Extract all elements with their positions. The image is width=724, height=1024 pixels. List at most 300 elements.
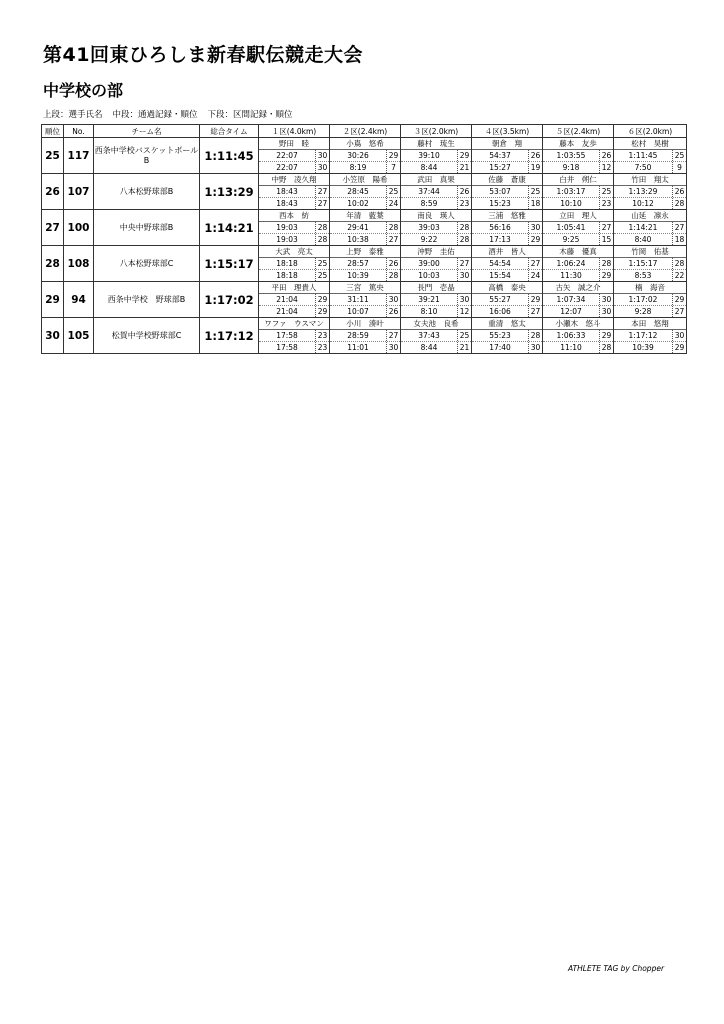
split-time: 11:01 (347, 343, 369, 352)
cumulative-rank: 27 (457, 258, 471, 269)
segment-cell (614, 282, 687, 318)
split-time: 7:50 (634, 163, 652, 172)
cumulative-time: 53:07 (489, 187, 511, 196)
cumulative-record (614, 222, 686, 234)
split-time: 18:43 (276, 199, 298, 208)
split-record (472, 306, 542, 317)
segment-cell (543, 318, 614, 354)
total-time-cell: 1:15:17 (200, 246, 259, 282)
cumulative-rank: 25 (457, 330, 471, 341)
runner-name: 朝倉 翔 (472, 138, 542, 150)
cumulative-rank: 25 (599, 186, 613, 197)
bib-number-cell: 108 (64, 246, 94, 282)
split-time: 10:03 (418, 271, 440, 280)
cumulative-rank: 25 (672, 150, 686, 161)
cumulative-time: 18:18 (276, 259, 298, 268)
segment-cell (259, 138, 330, 174)
team-name-cell: 八本松野球部B (94, 174, 200, 210)
header-segment-6: ６区(2.0km) (614, 125, 687, 138)
cumulative-record (472, 294, 542, 306)
table-row (42, 174, 687, 210)
split-record (401, 162, 471, 173)
runner-name: 佐藤 蒼康 (472, 174, 542, 186)
segment-cell (614, 318, 687, 354)
split-record (330, 162, 400, 173)
split-record (614, 270, 686, 281)
split-rank: 26 (386, 306, 400, 317)
split-rank: 7 (386, 162, 400, 173)
split-rank: 27 (315, 198, 329, 209)
cumulative-record (401, 294, 471, 306)
cumulative-record (472, 258, 542, 270)
split-rank: 28 (672, 198, 686, 209)
cumulative-time: 1:17:02 (628, 295, 658, 304)
runner-name: 南良 瑛人 (401, 210, 471, 222)
split-record (401, 234, 471, 245)
cumulative-record (330, 150, 400, 162)
split-rank: 30 (528, 342, 542, 353)
split-record (472, 234, 542, 245)
cumulative-time: 18:43 (276, 187, 298, 196)
cumulative-record (401, 186, 471, 198)
rank-cell: 30 (42, 318, 64, 354)
cumulative-rank: 30 (386, 294, 400, 305)
header-total: 総合タイム (200, 125, 259, 138)
segment-cell (330, 210, 401, 246)
segment-cell (472, 318, 543, 354)
legend-middle: 中段：通過記録・順位 (112, 110, 198, 120)
split-time: 9:18 (562, 163, 580, 172)
split-time: 10:39 (347, 271, 369, 280)
cumulative-rank: 28 (599, 258, 613, 269)
cumulative-time: 1:06:33 (556, 331, 586, 340)
split-time: 11:10 (560, 343, 582, 352)
cumulative-time: 39:03 (418, 223, 440, 232)
footer-credit: ATHLETE TAG by Chopper (568, 964, 665, 973)
rank-cell: 29 (42, 282, 64, 318)
split-rank: 12 (599, 162, 613, 173)
split-rank: 27 (386, 234, 400, 245)
segment-cell (330, 138, 401, 174)
split-rank: 30 (315, 162, 329, 173)
bib-number-cell: 105 (64, 318, 94, 354)
runner-name: 三宮 篤央 (330, 282, 400, 294)
runner-name: 小嶌 悠希 (330, 138, 400, 150)
split-rank: 23 (599, 198, 613, 209)
cumulative-rank: 28 (315, 222, 329, 233)
split-time: 10:38 (347, 235, 369, 244)
split-record (259, 270, 329, 281)
split-record (543, 342, 613, 353)
cumulative-record (543, 330, 613, 342)
cumulative-rank: 28 (528, 330, 542, 341)
runner-name: 酒井 皆人 (472, 246, 542, 258)
cumulative-record (330, 186, 400, 198)
split-record (614, 198, 686, 209)
cumulative-time: 1:14:21 (628, 223, 658, 232)
split-rank: 23 (315, 342, 329, 353)
bib-number-cell: 94 (64, 282, 94, 318)
segment-cell (472, 138, 543, 174)
cumulative-rank: 30 (599, 294, 613, 305)
split-rank: 15 (599, 234, 613, 245)
bib-number-cell: 100 (64, 210, 94, 246)
cumulative-record (614, 150, 686, 162)
runner-name: 松村 昊樹 (614, 138, 686, 150)
cumulative-record (472, 186, 542, 198)
split-record (330, 270, 400, 281)
split-record (543, 306, 613, 317)
split-time: 10:10 (560, 199, 582, 208)
segment-cell (259, 246, 330, 282)
team-name-cell: 西条中学校バスケットボールB (94, 138, 200, 174)
split-rank: 19 (528, 162, 542, 173)
split-time: 12:07 (560, 307, 582, 316)
section-title: 中学校の部 (43, 81, 124, 100)
cumulative-rank: 28 (386, 222, 400, 233)
split-rank: 22 (672, 270, 686, 281)
runner-name: 西本 紡 (259, 210, 329, 222)
split-record (401, 342, 471, 353)
segment-cell (472, 210, 543, 246)
header-row (42, 125, 687, 138)
split-record (259, 162, 329, 173)
cumulative-time: 39:10 (418, 151, 440, 160)
split-time: 22:07 (276, 163, 298, 172)
runner-name: 中野 凌久翔 (259, 174, 329, 186)
split-record (401, 270, 471, 281)
cumulative-record (259, 294, 329, 306)
runner-name: 小瀬木 悠斗 (543, 318, 613, 330)
segment-cell (543, 138, 614, 174)
total-time-cell: 1:11:45 (200, 138, 259, 174)
cumulative-rank: 26 (672, 186, 686, 197)
runner-name: 年清 藍葉 (330, 210, 400, 222)
split-rank: 18 (528, 198, 542, 209)
split-record (614, 234, 686, 245)
runner-name: 野田 睦 (259, 138, 329, 150)
cumulative-time: 39:00 (418, 259, 440, 268)
runner-name: 上野 泰雅 (330, 246, 400, 258)
cumulative-time: 39:21 (418, 295, 440, 304)
cumulative-time: 30:26 (347, 151, 369, 160)
split-record (401, 198, 471, 209)
cumulative-time: 1:17:12 (628, 331, 658, 340)
cumulative-time: 37:44 (418, 187, 440, 196)
legend-upper: 上段：選手氏名 (43, 110, 103, 120)
cumulative-time: 54:54 (489, 259, 511, 268)
cumulative-time: 1:15:17 (628, 259, 658, 268)
cumulative-record (614, 258, 686, 270)
split-time: 8:59 (420, 199, 438, 208)
split-time: 10:02 (347, 199, 369, 208)
runner-name: 竹田 翔太 (614, 174, 686, 186)
cumulative-time: 55:23 (489, 331, 511, 340)
split-time: 10:12 (632, 199, 654, 208)
cumulative-rank: 26 (599, 150, 613, 161)
cumulative-rank: 29 (386, 150, 400, 161)
runner-name: 山延 凛永 (614, 210, 686, 222)
split-record (614, 342, 686, 353)
cumulative-rank: 30 (528, 222, 542, 233)
split-time: 8:44 (420, 163, 438, 172)
segment-cell (614, 138, 687, 174)
team-name-cell: 西条中学校 野球部B (94, 282, 200, 318)
split-rank: 9 (672, 162, 686, 173)
cumulative-time: 21:04 (276, 295, 298, 304)
cumulative-time: 37:43 (418, 331, 440, 340)
runner-name: 平田 理貴人 (259, 282, 329, 294)
split-time: 15:54 (489, 271, 511, 280)
cumulative-time: 1:11:45 (628, 151, 658, 160)
cumulative-record (472, 150, 542, 162)
segment-cell (543, 210, 614, 246)
cumulative-record (543, 222, 613, 234)
total-time-cell: 1:17:12 (200, 318, 259, 354)
segment-cell (614, 174, 687, 210)
header-num: No. (64, 125, 94, 138)
runner-name: 長門 壱晶 (401, 282, 471, 294)
split-rank: 30 (457, 270, 471, 281)
runner-name: 高橋 泰央 (472, 282, 542, 294)
cumulative-time: 56:16 (489, 223, 511, 232)
cumulative-time: 1:13:29 (628, 187, 658, 196)
cumulative-rank: 26 (457, 186, 471, 197)
total-time-cell: 1:13:29 (200, 174, 259, 210)
cumulative-time: 28:59 (347, 331, 369, 340)
rank-cell: 25 (42, 138, 64, 174)
split-rank: 28 (599, 342, 613, 353)
cumulative-rank: 30 (672, 330, 686, 341)
cumulative-time: 1:03:17 (556, 187, 586, 196)
header-segment-2: ２区(2.4km) (330, 125, 401, 138)
cumulative-record (614, 186, 686, 198)
cumulative-rank: 25 (528, 186, 542, 197)
cumulative-time: 29:41 (347, 223, 369, 232)
runner-name: 白井 朔仁 (543, 174, 613, 186)
segment-cell (259, 174, 330, 210)
segment-cell (472, 246, 543, 282)
split-record (472, 342, 542, 353)
cumulative-time: 54:37 (489, 151, 511, 160)
split-rank: 27 (528, 306, 542, 317)
split-rank: 12 (457, 306, 471, 317)
segment-cell (401, 246, 472, 282)
split-rank: 28 (315, 234, 329, 245)
split-record (330, 234, 400, 245)
cumulative-record (330, 222, 400, 234)
runner-name: 本田 悠翔 (614, 318, 686, 330)
split-time: 10:07 (347, 307, 369, 316)
segment-cell (259, 210, 330, 246)
table-row (42, 210, 687, 246)
runner-name: 小川 湊叶 (330, 318, 400, 330)
split-record (472, 162, 542, 173)
segment-cell (401, 210, 472, 246)
split-rank: 21 (457, 342, 471, 353)
split-rank: 29 (672, 342, 686, 353)
split-time: 11:30 (560, 271, 582, 280)
cumulative-time: 28:45 (347, 187, 369, 196)
split-record (614, 306, 686, 317)
cumulative-time: 31:11 (347, 295, 369, 304)
split-record (401, 306, 471, 317)
split-time: 9:25 (562, 235, 580, 244)
header-segment-1: １区(4.0km) (259, 125, 330, 138)
cumulative-rank: 26 (386, 258, 400, 269)
cumulative-record (543, 186, 613, 198)
split-record (543, 234, 613, 245)
cumulative-time: 1:03:55 (556, 151, 586, 160)
cumulative-rank: 28 (672, 258, 686, 269)
split-time: 10:39 (632, 343, 654, 352)
split-rank: 30 (599, 306, 613, 317)
split-rank: 25 (315, 270, 329, 281)
cumulative-rank: 29 (599, 330, 613, 341)
split-rank: 28 (386, 270, 400, 281)
cumulative-record (330, 330, 400, 342)
cumulative-rank: 27 (599, 222, 613, 233)
cumulative-record (472, 222, 542, 234)
segment-cell (330, 282, 401, 318)
split-record (472, 270, 542, 281)
cumulative-rank: 30 (457, 294, 471, 305)
cumulative-rank: 27 (528, 258, 542, 269)
team-name-cell: 八本松野球部C (94, 246, 200, 282)
legend-lower: 下段：区間記録・順位 (207, 110, 293, 120)
cumulative-record (330, 258, 400, 270)
cumulative-rank: 25 (386, 186, 400, 197)
cumulative-record (401, 330, 471, 342)
split-rank: 28 (457, 234, 471, 245)
split-record (330, 342, 400, 353)
cumulative-record (259, 330, 329, 342)
runner-name: 沖野 圭佑 (401, 246, 471, 258)
runner-name: 藤村 琉生 (401, 138, 471, 150)
cumulative-record (259, 150, 329, 162)
table-row (42, 246, 687, 282)
cumulative-record (543, 150, 613, 162)
split-time: 8:44 (420, 343, 438, 352)
table-row (42, 138, 687, 174)
cumulative-time: 22:07 (276, 151, 298, 160)
cumulative-record (330, 294, 400, 306)
header-segment-4: ４区(3.5km) (472, 125, 543, 138)
split-rank: 24 (386, 198, 400, 209)
split-time: 8:53 (634, 271, 652, 280)
rank-cell: 28 (42, 246, 64, 282)
segment-cell (401, 174, 472, 210)
split-rank: 24 (528, 270, 542, 281)
cumulative-record (472, 330, 542, 342)
split-time: 8:19 (349, 163, 367, 172)
cumulative-rank: 27 (315, 186, 329, 197)
split-time: 19:03 (276, 235, 298, 244)
cumulative-record (543, 294, 613, 306)
page-title: 第41回東ひろしま新春駅伝競走大会 (43, 44, 363, 66)
split-record (330, 306, 400, 317)
cumulative-rank: 30 (315, 150, 329, 161)
split-time: 17:13 (489, 235, 511, 244)
table-row (42, 282, 687, 318)
cumulative-record (543, 258, 613, 270)
runner-name: 古矢 誠之介 (543, 282, 613, 294)
cumulative-record (401, 258, 471, 270)
total-time-cell: 1:14:21 (200, 210, 259, 246)
cumulative-rank: 28 (457, 222, 471, 233)
runner-name: 大武 亮太 (259, 246, 329, 258)
split-record (543, 198, 613, 209)
cumulative-time: 1:07:34 (556, 295, 586, 304)
split-record (259, 342, 329, 353)
team-name-cell: 松賀中学校野球部C (94, 318, 200, 354)
cumulative-time: 1:06:24 (556, 259, 586, 268)
cumulative-rank: 27 (672, 222, 686, 233)
segment-cell (472, 174, 543, 210)
header-team: チーム名 (94, 125, 200, 138)
split-time: 15:27 (489, 163, 511, 172)
header-segment-5: ５区(2.4km) (543, 125, 614, 138)
segment-cell (543, 246, 614, 282)
segment-cell (330, 174, 401, 210)
runner-name: ワファ ウスマン (259, 318, 329, 330)
cumulative-record (259, 258, 329, 270)
legend (43, 108, 293, 120)
split-record (259, 234, 329, 245)
cumulative-rank: 27 (386, 330, 400, 341)
results-table (41, 124, 687, 354)
split-rank: 27 (672, 306, 686, 317)
split-rank: 30 (386, 342, 400, 353)
split-time: 17:40 (489, 343, 511, 352)
split-time: 16:06 (489, 307, 511, 316)
cumulative-record (259, 186, 329, 198)
runner-name: 三浦 悠雅 (472, 210, 542, 222)
cumulative-time: 17:58 (276, 331, 298, 340)
segment-cell (401, 138, 472, 174)
split-time: 17:58 (276, 343, 298, 352)
segment-cell (472, 282, 543, 318)
runner-name: 武田 真果 (401, 174, 471, 186)
segment-cell (259, 282, 330, 318)
runner-name: 重清 悠太 (472, 318, 542, 330)
split-time: 9:22 (420, 235, 438, 244)
cumulative-time: 55:27 (489, 295, 511, 304)
runner-name: 立田 理人 (543, 210, 613, 222)
cumulative-record (401, 222, 471, 234)
cumulative-time: 28:57 (347, 259, 369, 268)
segment-cell (614, 246, 687, 282)
segment-cell (401, 282, 472, 318)
segment-cell (330, 318, 401, 354)
split-time: 8:10 (420, 307, 438, 316)
header-segment-3: ３区(2.0km) (401, 125, 472, 138)
split-rank: 29 (315, 306, 329, 317)
table-row (42, 318, 687, 354)
segment-cell (614, 210, 687, 246)
split-record (543, 162, 613, 173)
segment-cell (543, 174, 614, 210)
split-time: 9:28 (634, 307, 652, 316)
runner-name: 竹岡 佑基 (614, 246, 686, 258)
cumulative-rank: 29 (672, 294, 686, 305)
runner-name: 藤本 友歩 (543, 138, 613, 150)
rank-cell: 27 (42, 210, 64, 246)
split-record (330, 198, 400, 209)
split-time: 8:40 (634, 235, 652, 244)
cumulative-rank: 29 (457, 150, 471, 161)
split-record (543, 270, 613, 281)
